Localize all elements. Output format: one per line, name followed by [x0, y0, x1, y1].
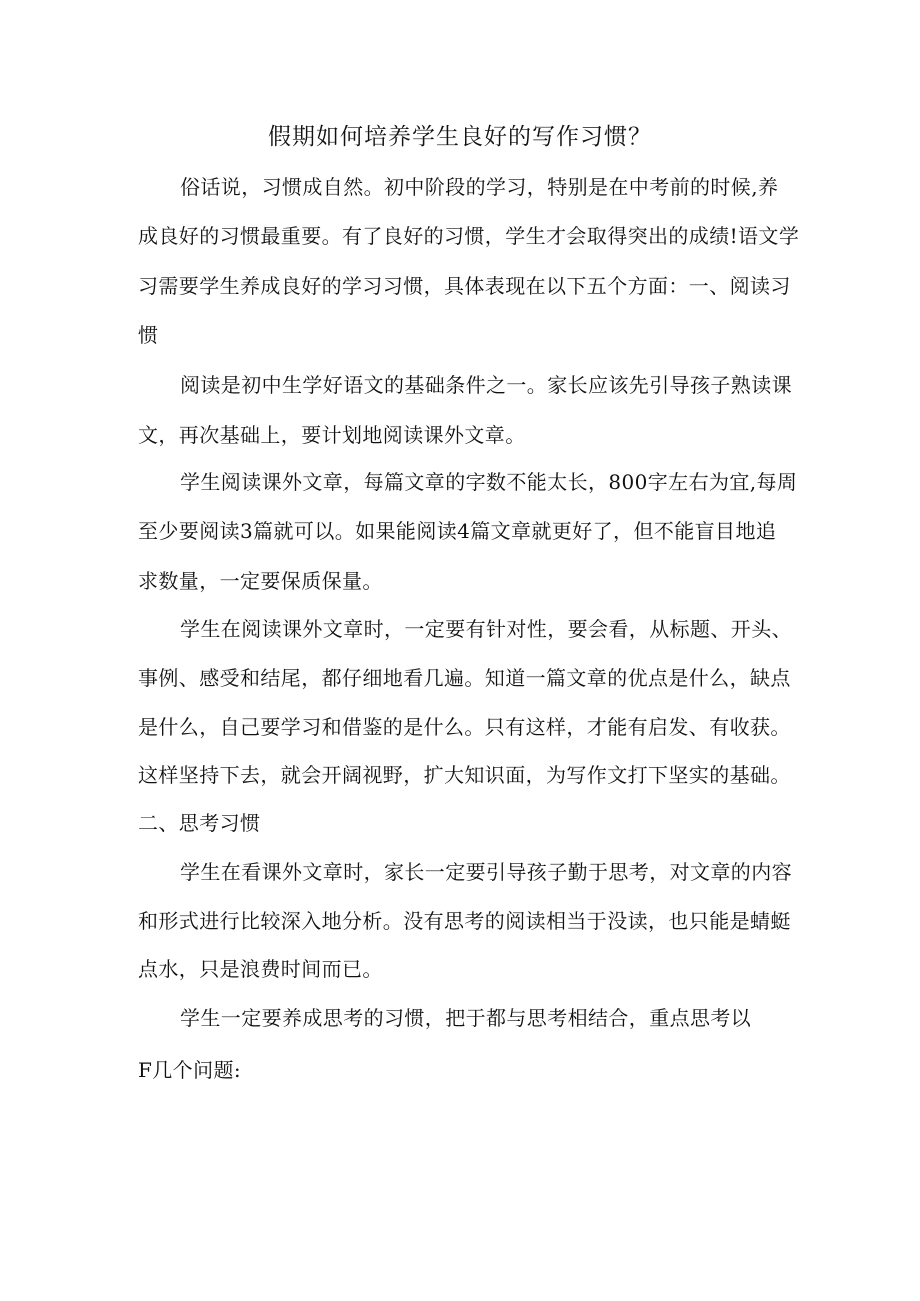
paragraph-line: 和形式进行比较深入地分析。没有思考的阅读相当于没读，也只能是蜻蜓 — [138, 909, 791, 933]
paragraph-line: F几个问题: — [138, 1058, 242, 1082]
paragraph-line: 学生在阅读课外文章时，一定要有针对性，要会看，从标题、开头、 — [180, 617, 792, 641]
paragraph-line: 学生阅读课外文章，每篇文章的字数不能太长，800字左右为宜,每周 — [180, 470, 798, 494]
paragraph-line: 阅读是初中生学好语文的基础条件之一。家长应该先引导孩子熟读课 — [180, 373, 792, 397]
paragraph-line: 习需要学生养成良好的学习习惯，具体表现在以下五个方面：一、阅读习 — [138, 274, 791, 298]
paragraph-line: 俗话说，习惯成自然。初中阶段的学习，特别是在中考前的时候,养 — [180, 175, 779, 199]
paragraph-line: 文，再次基础上，要计划地阅读课外文章。 — [138, 423, 526, 447]
paragraph-line: 求数量，一定要保质保量。 — [138, 569, 383, 593]
paragraph-line: 学生在看课外文章时，家长一定要引导孩子勤于思考，对文章的内容 — [180, 860, 792, 884]
paragraph-line: 学生一定要养成思考的习惯，把于都与思考相结合，重点思考以 — [180, 1006, 752, 1030]
document-title: 假期如何培养学生良好的写作习惯？ — [268, 124, 652, 150]
paragraph-line: 事例、感受和结尾，都仔细地看几遍。知道一篇文章的优点是什么，缺点 — [138, 666, 791, 690]
paragraph-line: 惯 — [138, 323, 159, 347]
paragraph-line: 这样坚持下去，就会开阔视野，扩大知识面，为写作文打下坚实的基础。 — [138, 763, 791, 787]
paragraph-line: 成良好的习惯最重要。有了良好的习惯，学生才会取得突出的成绩!语文学 — [138, 224, 800, 248]
section-heading: 二、思考习惯 — [138, 811, 261, 835]
paragraph-line: 点水，只是浪费时间而已。 — [138, 957, 383, 981]
paragraph-line: 至少要阅读3篇就可以。如果能阅读4篇文章就更好了，但不能盲目地追 — [138, 519, 777, 543]
paragraph-line: 是什么，自己要学习和借鉴的是什么。只有这样，才能有启发、有收获。 — [138, 715, 791, 739]
